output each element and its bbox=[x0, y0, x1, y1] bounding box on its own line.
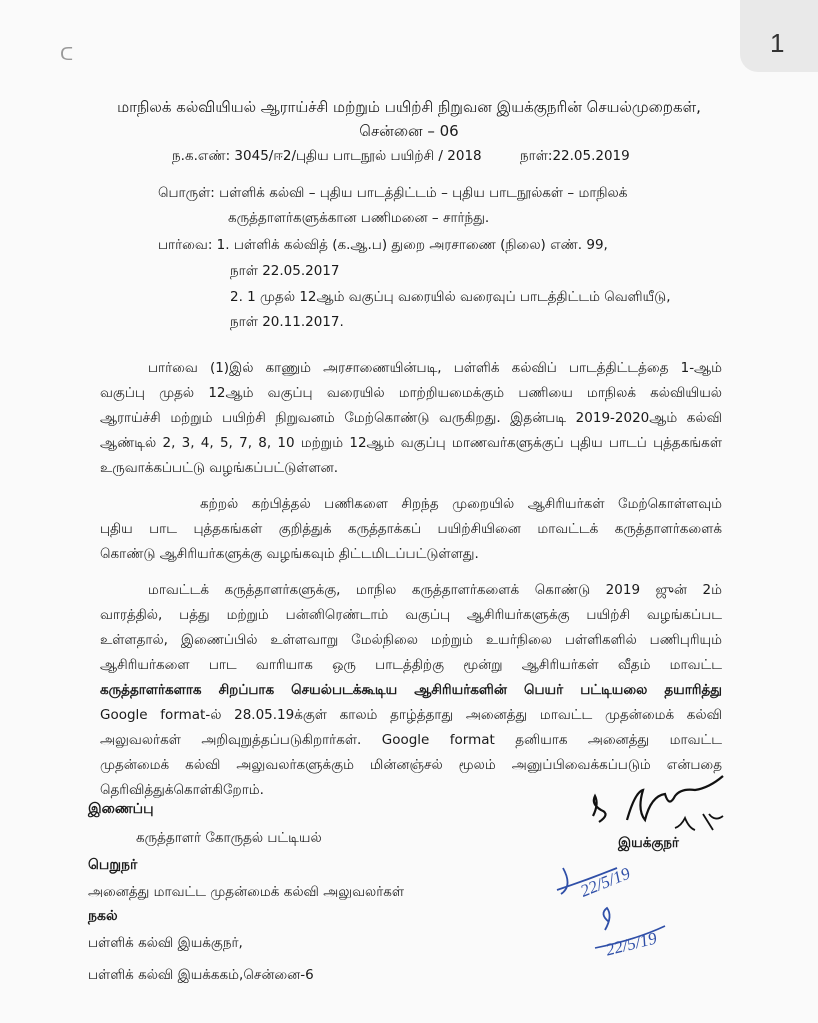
paragraph-1-line: ஆராய்ச்சி மற்றும் பயிற்சி நிறுவனம் மேற்கொண்டு வருகிறது. இதன்படி 2019-2020ஆம் கல்வி bbox=[100, 410, 722, 426]
reference-2-line-2: நாள் 20.11.2017. bbox=[230, 314, 344, 330]
handwritten-date-2: 22/5/19 bbox=[603, 928, 659, 960]
paragraph-3-line: அலுவலர்கள் அறிவுறுத்தப்படுகிறார்கள். Google format தனியாக அனைத்து மாவட்ட bbox=[100, 732, 722, 748]
subject-line-2: கருத்தாளர்களுக்கான பணிமனை – சார்ந்து. bbox=[228, 210, 490, 226]
paragraph-1-line: பார்வை (1)இல் காணும் அரசாணையின்படி, பள்ளிக் கல்விப் பாடத்திட்டத்தை 1-ஆம் bbox=[148, 360, 722, 376]
letter-date: நாள்:22.05.2019 bbox=[520, 148, 630, 164]
recipients-heading: பெறுநர் bbox=[88, 857, 138, 873]
recipients-item: அனைத்து மாவட்ட முதன்மைக் கல்வி அலுவலர்கள் bbox=[88, 884, 405, 900]
paragraph-2-line: கொண்டு ஆசிரியர்களுக்கு வழங்கவும் திட்டமிடப்பட்டுள்ளது. bbox=[100, 546, 479, 562]
paragraph-3-line: வாரத்தில், பத்து மற்றும் பன்னிரெண்டாம் வகுப்பு ஆசிரியர்களுக்கு பயிற்சி வழங்கப்பட bbox=[100, 607, 722, 623]
reference-1-line-1: பார்வை: 1. பள்ளிக் கல்வித் (க.ஆ.ப) துறை அரசாணை (நிலை) எண். 99, bbox=[158, 237, 608, 253]
subject-line-1: பொருள்: பள்ளிக் கல்வி – புதிய பாடத்திட்டம் – புதிய பாடநூல்கள் – மாநிலக் bbox=[158, 185, 628, 201]
reference-1-line-2: நாள் 22.05.2017 bbox=[230, 263, 340, 279]
paragraph-3-line: மாவட்டக் கருத்தாளர்களுக்கு, மாநில கருத்தாளர்களைக் கொண்டு 2019 ஜுன் 2ம் bbox=[148, 582, 722, 598]
paragraph-2-line: புதிய பாட புத்தகங்கள் குறித்துக் கருத்தாக்கப் பயிற்சியினை மாவட்டக் கருத்தாளர்களைக் bbox=[100, 521, 722, 537]
paragraph-3-line: தெரிவித்துக்கொள்கிறோம். bbox=[100, 782, 264, 798]
enclosure-heading: இணைப்பு bbox=[88, 801, 154, 817]
paragraph-3-line: உள்ளதால், இணைப்பில் உள்ளவாறு மேல்நிலை மற்றும் உயர்நிலை பள்ளிகளில் பணிபுரியும் bbox=[100, 632, 722, 648]
enclosure-item: கருத்தாளர் கோருதல் பட்டியல் bbox=[136, 830, 322, 846]
reference-number: ந.க.எண்: 3045/ஈ2/புதிய பாடநூல் பயிற்சி / 2018 bbox=[172, 148, 482, 164]
paragraph-2-line: கற்றல் கற்பித்தல் பணிகளை சிறந்த முறையில் ஆசிரியர்கள் மேற்கொள்ளவும் bbox=[200, 496, 722, 512]
paragraph-1-line: ஆண்டில் 2, 3, 4, 5, 7, 8, 10 மற்றும் 12ஆம் வகுப்பு மாணவர்களுக்குப் புதிய பாடப் புத்தகங்கள் bbox=[100, 435, 722, 451]
header-city: சென்னை – 06 bbox=[359, 122, 459, 140]
page-number: 1 bbox=[770, 28, 785, 58]
copy-item-1: பள்ளிக் கல்வி இயக்குநர், bbox=[88, 935, 243, 951]
signatory-title: இயக்குநர் bbox=[618, 835, 679, 851]
reference-2-line-1: 2. 1 முதல் 12ஆம் வகுப்பு வரையில் வரைவுப் பாடத்திட்டம் வெளியீடு, bbox=[230, 289, 671, 305]
paragraph-1-line: வகுப்பு முதல் 12ஆம் வகுப்பு வரையில் மாற்றியமைக்கும் பணியை மாநிலக் கல்வியியல் bbox=[100, 385, 722, 401]
paragraph-3-line: ஆசிரியர்களை பாட வாரியாக ஒரு பாடத்திற்கு மூன்று ஆசிரியர்கள் வீதம் மாவட்ட bbox=[100, 657, 722, 673]
header-title: மாநிலக் கல்வியியல் ஆராய்ச்சி மற்றும் பயிற்சி நிறுவன இயக்குநரின் செயல்முறைகள், bbox=[117, 98, 701, 116]
paragraph-3-line: கருத்தாளர்களாக சிறப்பாக செயல்படக்கூடிய ஆசிரியர்களின் பெயர் பட்டியலை தயாரித்து bbox=[100, 682, 722, 698]
copy-item-2: பள்ளிக் கல்வி இயக்ககம்,சென்னை-6 bbox=[88, 967, 314, 983]
handwritten-date-1: 22/5/19 bbox=[577, 863, 633, 901]
paragraph-3-line: முதன்மைக் கல்வி அலுவலர்களுக்கும் மின்னஞ்சல் மூலம் அனுப்பிவைக்கப்படும் என்பதை bbox=[100, 757, 722, 773]
paragraph-3-line: Google format-ல் 28.05.19க்குள் காலம் தாழ்த்தாது அனைத்து மாவட்ட முதன்மைக் கல்வி bbox=[100, 707, 722, 723]
paragraph-1-line: உருவாக்கப்பட்டு வழங்கப்பட்டுள்ளன. bbox=[100, 460, 339, 476]
copy-heading: நகல் bbox=[88, 908, 118, 924]
scan-mark: ᑕ bbox=[60, 44, 74, 65]
